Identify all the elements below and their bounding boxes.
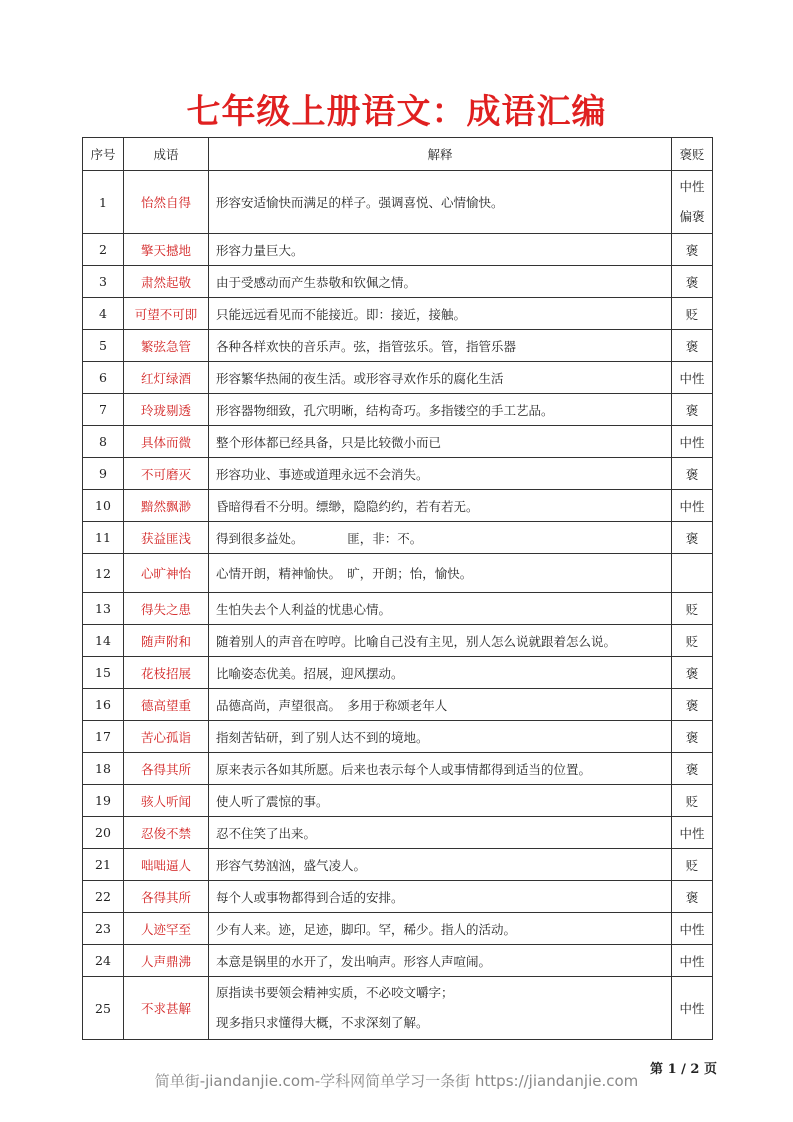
tone-label: 褒 bbox=[685, 466, 699, 482]
explanation-line: 每个人或事物都得到合适的安排。 bbox=[216, 889, 404, 905]
tone-cell bbox=[672, 945, 713, 977]
idiom-cell: 黯然飘渺 bbox=[124, 490, 209, 522]
table-row bbox=[83, 554, 713, 593]
tone-cell bbox=[672, 849, 713, 881]
table-row bbox=[83, 490, 713, 522]
explanation-cell bbox=[209, 785, 672, 817]
footer-watermark: 简单街-jiandanjie.com-学科网简单学习一条街 https://jiandanjie.com bbox=[154, 1072, 639, 1090]
idiom-cell: 各得其所 bbox=[124, 753, 209, 785]
row-number: 13 bbox=[83, 593, 124, 625]
tone-label: 贬 bbox=[685, 793, 699, 809]
idiom-cell: 各得其所 bbox=[124, 881, 209, 913]
explanation-cell bbox=[209, 171, 672, 234]
explanation-line: 忍不住笑了出来。 bbox=[216, 825, 317, 841]
row-number: 22 bbox=[83, 881, 124, 913]
idiom-cell: 随声附和 bbox=[124, 625, 209, 657]
tone-cell bbox=[672, 977, 713, 1040]
explanation-line: 本意是锅里的水开了，发出响声。形容人声喧闹。 bbox=[216, 953, 492, 969]
explanation-cell bbox=[209, 593, 672, 625]
table-row bbox=[83, 817, 713, 849]
idiom-cell: 忍俊不禁 bbox=[124, 817, 209, 849]
tone-label: 褒 bbox=[685, 402, 699, 418]
tone-cell bbox=[672, 593, 713, 625]
tone-cell bbox=[672, 753, 713, 785]
row-number: 10 bbox=[83, 490, 124, 522]
table-row bbox=[83, 945, 713, 977]
tone-label: 褒 bbox=[685, 338, 699, 354]
table-row bbox=[83, 234, 713, 266]
tone-cell bbox=[672, 234, 713, 266]
explanation-cell bbox=[209, 330, 672, 362]
row-number: 11 bbox=[83, 522, 124, 554]
tone-label: 中性 bbox=[679, 1001, 705, 1016]
row-number: 8 bbox=[83, 426, 124, 458]
row-number: 25 bbox=[83, 977, 124, 1040]
explanation-cell bbox=[209, 522, 672, 554]
explanation-cell bbox=[209, 298, 672, 330]
explanation-line: 心情开朗，精神愉快。 旷，开朗；怡，愉快。 bbox=[216, 566, 473, 581]
tone-cell bbox=[672, 554, 713, 593]
tone-cell bbox=[672, 362, 713, 394]
tone-cell bbox=[672, 913, 713, 945]
idiom-table bbox=[82, 137, 713, 1040]
explanation-cell bbox=[209, 881, 672, 913]
idiom-cell: 花枝招展 bbox=[124, 657, 209, 689]
explanation-line: 指刻苦钻研，到了别人达不到的境地。 bbox=[216, 729, 429, 745]
explanation-cell bbox=[209, 490, 672, 522]
header-tone: 褒贬 bbox=[672, 138, 713, 171]
tone-cell bbox=[672, 785, 713, 817]
tone-cell bbox=[672, 881, 713, 913]
tone-label: 中性 bbox=[679, 179, 705, 194]
idiom-cell: 德高望重 bbox=[124, 689, 209, 721]
idiom-cell: 苦心孤诣 bbox=[124, 721, 209, 753]
tone-label: 褒 bbox=[685, 530, 699, 546]
row-number: 23 bbox=[83, 913, 124, 945]
idiom-cell: 心旷神怡 bbox=[124, 554, 209, 593]
explanation-cell bbox=[209, 554, 672, 593]
explanation-cell bbox=[209, 426, 672, 458]
table-row bbox=[83, 913, 713, 945]
table-header-row bbox=[83, 138, 713, 171]
table-row bbox=[83, 458, 713, 490]
row-number: 20 bbox=[83, 817, 124, 849]
tone-cell bbox=[672, 171, 713, 234]
table-row bbox=[83, 171, 713, 234]
row-number: 14 bbox=[83, 625, 124, 657]
idiom-cell: 玲珑剔透 bbox=[124, 394, 209, 426]
tone-cell bbox=[672, 298, 713, 330]
page-number: 第 1 / 2 页 bbox=[650, 1062, 717, 1077]
tone-label: 褒 bbox=[685, 889, 699, 905]
tone-label: 中性 bbox=[679, 434, 705, 450]
tone-cell bbox=[672, 657, 713, 689]
tone-label: 中性 bbox=[679, 953, 705, 969]
tone-label: 褒 bbox=[685, 729, 699, 745]
row-number: 21 bbox=[83, 849, 124, 881]
tone-cell bbox=[672, 721, 713, 753]
row-number: 6 bbox=[83, 362, 124, 394]
explanation-line: 比喻姿态优美。招展，迎风摆动。 bbox=[216, 665, 404, 681]
row-number: 7 bbox=[83, 394, 124, 426]
idiom-cell: 人迹罕至 bbox=[124, 913, 209, 945]
explanation-line: 少有人来。迹，足迹，脚印。罕，稀少。指人的活动。 bbox=[216, 921, 517, 937]
row-number: 19 bbox=[83, 785, 124, 817]
header-number: 序号 bbox=[83, 138, 124, 171]
tone-cell bbox=[672, 817, 713, 849]
tone-cell bbox=[672, 426, 713, 458]
explanation-cell bbox=[209, 977, 672, 1040]
tone-label: 褒 bbox=[685, 665, 699, 681]
explanation-line: 随着别人的声音在哼哼。比喻自己没有主见，别人怎么说就跟着怎么说。 bbox=[216, 633, 617, 649]
table-row bbox=[83, 625, 713, 657]
explanation-line: 形容力量巨大。 bbox=[216, 242, 304, 258]
tone-label: 中性 bbox=[679, 921, 705, 937]
explanation-line: 形容气势汹汹，盛气凌人。 bbox=[216, 857, 367, 873]
explanation-cell bbox=[209, 689, 672, 721]
tone-cell bbox=[672, 266, 713, 298]
explanation-line: 只能远远看见而不能接近。即：接近，接触。 bbox=[216, 306, 467, 322]
tone-label: 褒 bbox=[685, 242, 699, 258]
row-number: 12 bbox=[83, 554, 124, 593]
explanation-cell bbox=[209, 394, 672, 426]
explanation-line: 原来表示各如其所愿。后来也表示每个人或事情都得到适当的位置。 bbox=[216, 761, 592, 777]
tone-label: 贬 bbox=[685, 633, 699, 649]
explanation-line: 昏暗得看不分明。缥缈，隐隐约约，若有若无。 bbox=[216, 498, 479, 514]
explanation-line: 得到很多益处。 匪，非：不。 bbox=[216, 530, 423, 546]
tone-cell bbox=[672, 522, 713, 554]
idiom-cell: 肃然起敬 bbox=[124, 266, 209, 298]
explanation-line: 现多指只求懂得大概，不求深刻了解。 bbox=[216, 1015, 429, 1030]
tone-label: 贬 bbox=[685, 601, 699, 617]
row-number: 15 bbox=[83, 657, 124, 689]
idiom-cell: 具体而微 bbox=[124, 426, 209, 458]
idiom-cell: 怡然自得 bbox=[124, 171, 209, 234]
tone-label: 贬 bbox=[685, 857, 699, 873]
table-row bbox=[83, 881, 713, 913]
explanation-line: 生怕失去个人利益的忧患心情。 bbox=[216, 601, 392, 617]
table-body bbox=[83, 171, 713, 1040]
row-number: 2 bbox=[83, 234, 124, 266]
explanation-line: 使人听了震惊的事。 bbox=[216, 793, 329, 809]
explanation-cell bbox=[209, 753, 672, 785]
tone-label: 褒 bbox=[685, 274, 699, 290]
explanation-cell bbox=[209, 913, 672, 945]
page-title: 七年级上册语文：成语汇编 bbox=[186, 92, 607, 132]
explanation-cell bbox=[209, 458, 672, 490]
explanation-cell bbox=[209, 266, 672, 298]
table-row bbox=[83, 266, 713, 298]
table-row bbox=[83, 977, 713, 1040]
tone-cell bbox=[672, 490, 713, 522]
explanation-cell bbox=[209, 945, 672, 977]
tone-label: 中性 bbox=[679, 825, 705, 841]
table-row bbox=[83, 721, 713, 753]
tone-cell bbox=[672, 330, 713, 362]
idiom-cell: 不可磨灭 bbox=[124, 458, 209, 490]
row-number: 17 bbox=[83, 721, 124, 753]
idiom-cell: 红灯绿酒 bbox=[124, 362, 209, 394]
table-row bbox=[83, 785, 713, 817]
row-number: 3 bbox=[83, 266, 124, 298]
explanation-line: 形容器物细致，孔穴明晰，结构奇巧。多指镂空的手工艺品。 bbox=[216, 402, 554, 418]
tone-cell bbox=[672, 625, 713, 657]
tone-label: 褒 bbox=[685, 761, 699, 777]
idiom-cell: 不求甚解 bbox=[124, 977, 209, 1040]
explanation-cell bbox=[209, 849, 672, 881]
row-number: 18 bbox=[83, 753, 124, 785]
row-number: 5 bbox=[83, 330, 124, 362]
explanation-cell bbox=[209, 657, 672, 689]
idiom-cell: 可望不可即 bbox=[124, 298, 209, 330]
explanation-cell bbox=[209, 234, 672, 266]
explanation-line: 原指读书要领会精神实质，不必咬文嚼字； bbox=[216, 985, 454, 1000]
idiom-cell: 咄咄逼人 bbox=[124, 849, 209, 881]
row-number: 24 bbox=[83, 945, 124, 977]
explanation-line: 形容安适愉快而满足的样子。强调喜悦、心情愉快。 bbox=[216, 195, 504, 210]
table-row bbox=[83, 298, 713, 330]
table-row bbox=[83, 362, 713, 394]
row-number: 4 bbox=[83, 298, 124, 330]
explanation-line: 形容繁华热闹的夜生活。或形容寻欢作乐的腐化生活 bbox=[216, 370, 504, 386]
explanation-cell bbox=[209, 817, 672, 849]
tone-label: 贬 bbox=[685, 306, 699, 322]
explanation-line: 由于受感动而产生恭敬和钦佩之情。 bbox=[216, 274, 417, 290]
row-number: 1 bbox=[83, 171, 124, 234]
explanation-line: 品德高尚，声望很高。 多用于称颂老年人 bbox=[216, 697, 448, 713]
explanation-cell bbox=[209, 721, 672, 753]
explanation-line: 各种各样欢快的音乐声。弦，指管弦乐。管，指管乐器 bbox=[216, 338, 517, 354]
tone-label: 中性 bbox=[679, 370, 705, 386]
idiom-cell: 得失之患 bbox=[124, 593, 209, 625]
row-number: 9 bbox=[83, 458, 124, 490]
explanation-line: 形容功业、事迹或道理永远不会消失。 bbox=[216, 466, 429, 482]
table-row bbox=[83, 849, 713, 881]
idiom-cell: 获益匪浅 bbox=[124, 522, 209, 554]
explanation-line: 整个形体都已经具备，只是比较微小而已 bbox=[216, 434, 442, 450]
header-idiom: 成语 bbox=[124, 138, 209, 171]
tone-label: 中性 bbox=[679, 498, 705, 514]
table-row bbox=[83, 593, 713, 625]
idiom-cell: 骇人听闻 bbox=[124, 785, 209, 817]
tone-label: 偏褒 bbox=[679, 209, 705, 224]
table-row bbox=[83, 689, 713, 721]
header-explanation: 解释 bbox=[209, 138, 672, 171]
explanation-cell bbox=[209, 362, 672, 394]
explanation-cell bbox=[209, 625, 672, 657]
table-row bbox=[83, 394, 713, 426]
idiom-cell: 繁弦急管 bbox=[124, 330, 209, 362]
table-row bbox=[83, 657, 713, 689]
row-number: 16 bbox=[83, 689, 124, 721]
tone-cell bbox=[672, 394, 713, 426]
table-row bbox=[83, 426, 713, 458]
idiom-cell: 擎天撼地 bbox=[124, 234, 209, 266]
tone-cell bbox=[672, 458, 713, 490]
idiom-cell: 人声鼎沸 bbox=[124, 945, 209, 977]
tone-label: 褒 bbox=[685, 697, 699, 713]
table-row bbox=[83, 522, 713, 554]
tone-cell bbox=[672, 689, 713, 721]
table-row bbox=[83, 753, 713, 785]
table-row bbox=[83, 330, 713, 362]
